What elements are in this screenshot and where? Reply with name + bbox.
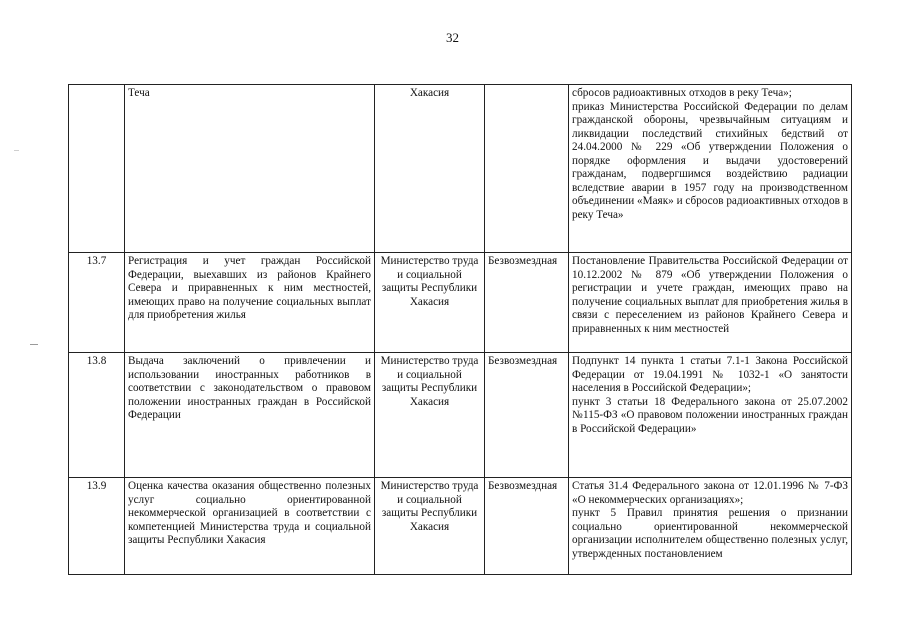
responsible-body: Министерство труда и социальной защиты Республики Хакасия bbox=[375, 253, 485, 353]
row-number bbox=[69, 85, 125, 253]
table-row bbox=[69, 353, 852, 478]
row-number: 13.8 bbox=[69, 353, 125, 478]
payment-type: Безвозмездная bbox=[485, 353, 569, 478]
legal-basis-item: Постановление Правительства Российской Федерации от 10.12.2002 № 879 «Об утверждении Положения о регистрации и учете граждан, имеющих право на получение социальных выплат для приобретения жилья в связи с переселением из районов Крайнего Севера и приравненных к ним местностей bbox=[572, 255, 848, 335]
payment-type: Безвозмездная bbox=[485, 478, 569, 575]
legal-basis-item: Подпункт 14 пункта 1 статьи 7.1-1 Закона Российской Федерации от 19.04.1991 № 1032-1 «О занятости населения в Российской Федерации»; bbox=[572, 355, 848, 394]
legal-basis-item: приказ Министерства Российской Федерации по делам гражданской обороны, чрезвычайным ситуациям и ликвидации последствий стихийных бедствий от 24.04.2000 № 229 «Об утверждении Положения о порядке оформления и выдачи удостоверений гражданам, подвергшимся воздействию радиации вследствие аварии в 1957 году на производственном объединении «Маяк» и сбросов радиоактивных отходов в реку Теча» bbox=[572, 100, 848, 221]
legal-basis-item: пункт 3 статьи 18 Федерального закона от 25.07.2002 №115-ФЗ «О правовом положении иностранных граждан в Российской Федерации» bbox=[572, 395, 848, 435]
row-number: 13.9 bbox=[69, 478, 125, 575]
service-name: Регистрация и учет граждан Российской Федерации, выехавших из районов Крайнего Севера и приравненных к ним местностей, имеющих право на получение социальных выплат для приобретения жилья bbox=[125, 253, 375, 353]
service-name: Выдача заключений о привлечении и использовании иностранных работников в соответствии с законодательством о правовом положении иностранных граждан в Российской Федерации bbox=[125, 353, 375, 478]
legal-basis bbox=[569, 253, 852, 353]
responsible-body: Министерство труда и социальной защиты Республики Хакасия bbox=[375, 353, 485, 478]
payment-type: Безвозмездная bbox=[485, 253, 569, 353]
table-row bbox=[69, 478, 852, 575]
row-number: 13.7 bbox=[69, 253, 125, 353]
responsible-body: Министерство труда и социальной защиты Республики Хакасия bbox=[375, 478, 485, 575]
legal-basis bbox=[569, 85, 852, 253]
legal-basis bbox=[569, 353, 852, 478]
responsible-body: Хакасия bbox=[375, 85, 485, 253]
service-name: Теча bbox=[125, 85, 375, 253]
scan-artifact bbox=[30, 344, 38, 345]
legal-basis-item: пункт 5 Правил принятия решения о признании социально ориентированной некоммерческой организации исполнителем общественно полезных услуг, утвержденных постановлением bbox=[572, 507, 848, 560]
legal-basis-item: Статья 31.4 Федерального закона от 12.01.1996 № 7-ФЗ «О некоммерческих организациях»; bbox=[572, 480, 848, 506]
table-row bbox=[69, 85, 852, 253]
legal-basis-item: сбросов радиоактивных отходов в реку Теча»; bbox=[572, 87, 792, 99]
payment-type bbox=[485, 85, 569, 253]
table-row bbox=[69, 253, 852, 353]
page-number: 32 bbox=[446, 30, 459, 45]
scan-artifact bbox=[14, 150, 19, 151]
services-table bbox=[68, 84, 852, 575]
service-name: Оценка качества оказания общественно полезных услуг социально ориентированной некоммерческой организацией в соответствии с компетенцией Министерства труда и социальной защиты Республики Хакасия bbox=[125, 478, 375, 575]
legal-basis bbox=[569, 478, 852, 575]
